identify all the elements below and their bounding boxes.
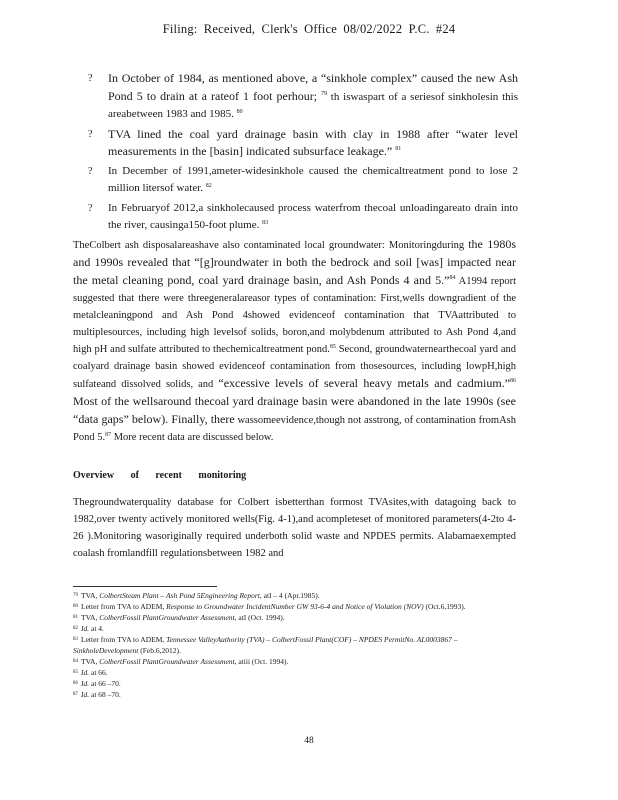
footnote-number: 85 [73, 670, 78, 675]
footnote-text: , atI – 4 (Apr.1985). [259, 591, 320, 600]
footnote-text: , atI (Oct. 1994). [234, 613, 285, 622]
footnote-title: Id. [81, 679, 90, 688]
footnote-ref[interactable]: 86 [510, 378, 517, 384]
monitoring-paragraph: Thegroundwaterquality database for Colbert isbetterthan formost TVAsites,with datagoing back to 1982,over twenty actively monitored wells(Fig. 4-1),and acompleteset of monitored parameters(4-2to 4- 26 ).Monitoring wasoriginally required underboth solid waste and NPDES permits. Alabamaexempted coalash fromlandfill regulationsbetween 1982 and [73, 497, 516, 559]
list-item [88, 163, 518, 197]
footnote-text: TVA, [81, 591, 98, 600]
footnote-text: (Feb.6,2012). [140, 646, 181, 655]
para-text: the 1980s and 1990s revealed that “[g]roundwater in both the bedrock and soil [was] impacted near the metal cleaning pond, coal yard drainage basin, and Ash Ponds 4 and 5.” [73, 237, 516, 287]
list-item [88, 200, 518, 234]
section-heading: Overview of recent monitoring [73, 470, 247, 481]
footnote-text: at 68 –70. [91, 690, 121, 699]
footnote-number: 86 [73, 681, 78, 686]
footnote-title: ColbertSteam Plant – Ash Pond 5Engineering Report [99, 591, 260, 600]
footnote [73, 590, 523, 601]
para-text: “excessive levels of several heavy metals and cadmium.” [218, 376, 511, 390]
para-text: Second, groundwaternearthecoal yard and coalyard drainage basin showed evidenceof contamination from thosesources, including lowpH,high sulfateand dissolved solids, and [73, 344, 517, 390]
footnote-title: Response to Groundwater IncidentNumber GW 93-6-4 and Notice of Violation (NOV) [166, 602, 424, 611]
footnote-text: TVA, [81, 657, 98, 666]
footnote [73, 656, 523, 667]
footnote-text: Letter from TVA to ADEM, [81, 602, 165, 611]
list-item [88, 126, 518, 160]
page-number: 48 [304, 736, 314, 746]
bullet-text: th iswaspart of a seriesof sinkholesin this areabetween 1983 and 1985. [108, 91, 518, 120]
footnote-text: (Oct.6,1993). [425, 602, 466, 611]
contamination-paragraph [73, 236, 516, 446]
footnote-text: at 4. [91, 624, 104, 633]
bullet-text: In Februaryof 2012,a sinkholecaused process waterfrom thecoal unloadingareato drain into the river, causinga150-foot plume. [108, 202, 518, 231]
para-text: More recent data are discussed below. [113, 432, 274, 443]
footnote-title: ColbertFossil PlantGroundwater Assessment [99, 657, 235, 666]
footnote-ref[interactable]: 87 [105, 432, 112, 438]
footnote-number: 87 [73, 692, 78, 697]
footnote-text: TVA, [81, 613, 98, 622]
bullet-marker: ? [88, 166, 93, 177]
footnote-title: ColbertFossil PlantGroundwater Assessment [99, 613, 235, 622]
bullet-text: TVA lined the coal yard drainage basin with clay in 1988 after “water level measurements in the [basin] indicated subsurface leakage.” [108, 127, 518, 158]
footnote-ref[interactable]: 79 [320, 91, 327, 97]
footnote-title: Tennessee ValleyAuthority (TVA) – ColbertFossil Plant(COF) – NPDES PermitNo. AL0003867 – SinkholeDevelopment [73, 635, 458, 655]
filing-header: Filing: Received, Clerk's Office 08/02/2022 P.C. #24 [162, 22, 456, 36]
footnote-ref[interactable]: 82 [205, 183, 212, 189]
bullet-marker: ? [88, 129, 93, 140]
bullet-text: In December of 1991,ameter-widesinkhole caused the chemicaltreatment pond to lose 2 million litersof water. [108, 165, 518, 194]
footnote-text: , atiii (Oct. 1994). [234, 657, 289, 666]
list-item [88, 70, 518, 123]
footnote-ref[interactable]: 85 [329, 344, 336, 350]
footnote-number: 80 [73, 604, 78, 609]
footnote-number: 81 [73, 615, 78, 620]
footnote-number: 84 [73, 659, 78, 664]
footnote-divider [73, 586, 217, 587]
footnote [73, 634, 523, 656]
footnote-title: Id. [81, 690, 90, 699]
footnote-list [73, 590, 523, 700]
para-text: yard drainage basin were abandoned in the late 1990s (see “data gaps” below). Finally, there [73, 394, 517, 426]
footnote-ref[interactable]: 80 [236, 109, 243, 115]
footnote-text: Letter from TVA to ADEM, [81, 635, 165, 644]
bullet-marker: ? [88, 203, 93, 214]
footnote [73, 601, 523, 612]
footnote-ref[interactable]: 84 [449, 275, 456, 281]
para-text: A1994 report suggested that there were threegeneralareasor types of contamination: First,wells downgradient of the metalcleaningpond and Ash Pond 4showed evidenceof contamination that TVAattributed to multiplesources, including high levelsof solids, boron,and molybdenum attributed to Ash Pond 4,and high pH and sulfate attributed to thechemicaltreatment pond. [73, 276, 517, 355]
footnote-text: at 66. [91, 668, 108, 677]
footnote-ref[interactable]: 83 [262, 220, 269, 226]
footnote-title: Id. [81, 668, 90, 677]
footnote [73, 667, 523, 678]
bullet-text: In October of 1984, as mentioned above, a “sinkhole complex” caused the new Ash Pond 5 to drain at a rateof 1 foot perhour; [108, 71, 518, 103]
footnote-number: 79 [73, 593, 78, 598]
footnote-text: at 66 –70. [91, 679, 121, 688]
bullet-marker: ? [88, 73, 93, 84]
para-text: Most of the wellsaround thecoal [73, 394, 230, 408]
footnote-title: Id. [81, 624, 90, 633]
footnote-number: 82 [73, 626, 78, 631]
footnote [73, 623, 523, 634]
footnote [73, 678, 523, 689]
footnote-ref[interactable]: 81 [395, 146, 402, 152]
footnote [73, 612, 523, 623]
footnote-number: 83 [73, 637, 78, 642]
para-text: wassomeevidence,though not asstrong, of contamination fromAsh Pond 5. [73, 415, 517, 443]
footnote [73, 689, 523, 700]
sinkhole-event-list [88, 70, 518, 237]
para-text: TheColbert ash disposalareashave also contaminated local groundwater: Monitoringduring [73, 240, 465, 251]
